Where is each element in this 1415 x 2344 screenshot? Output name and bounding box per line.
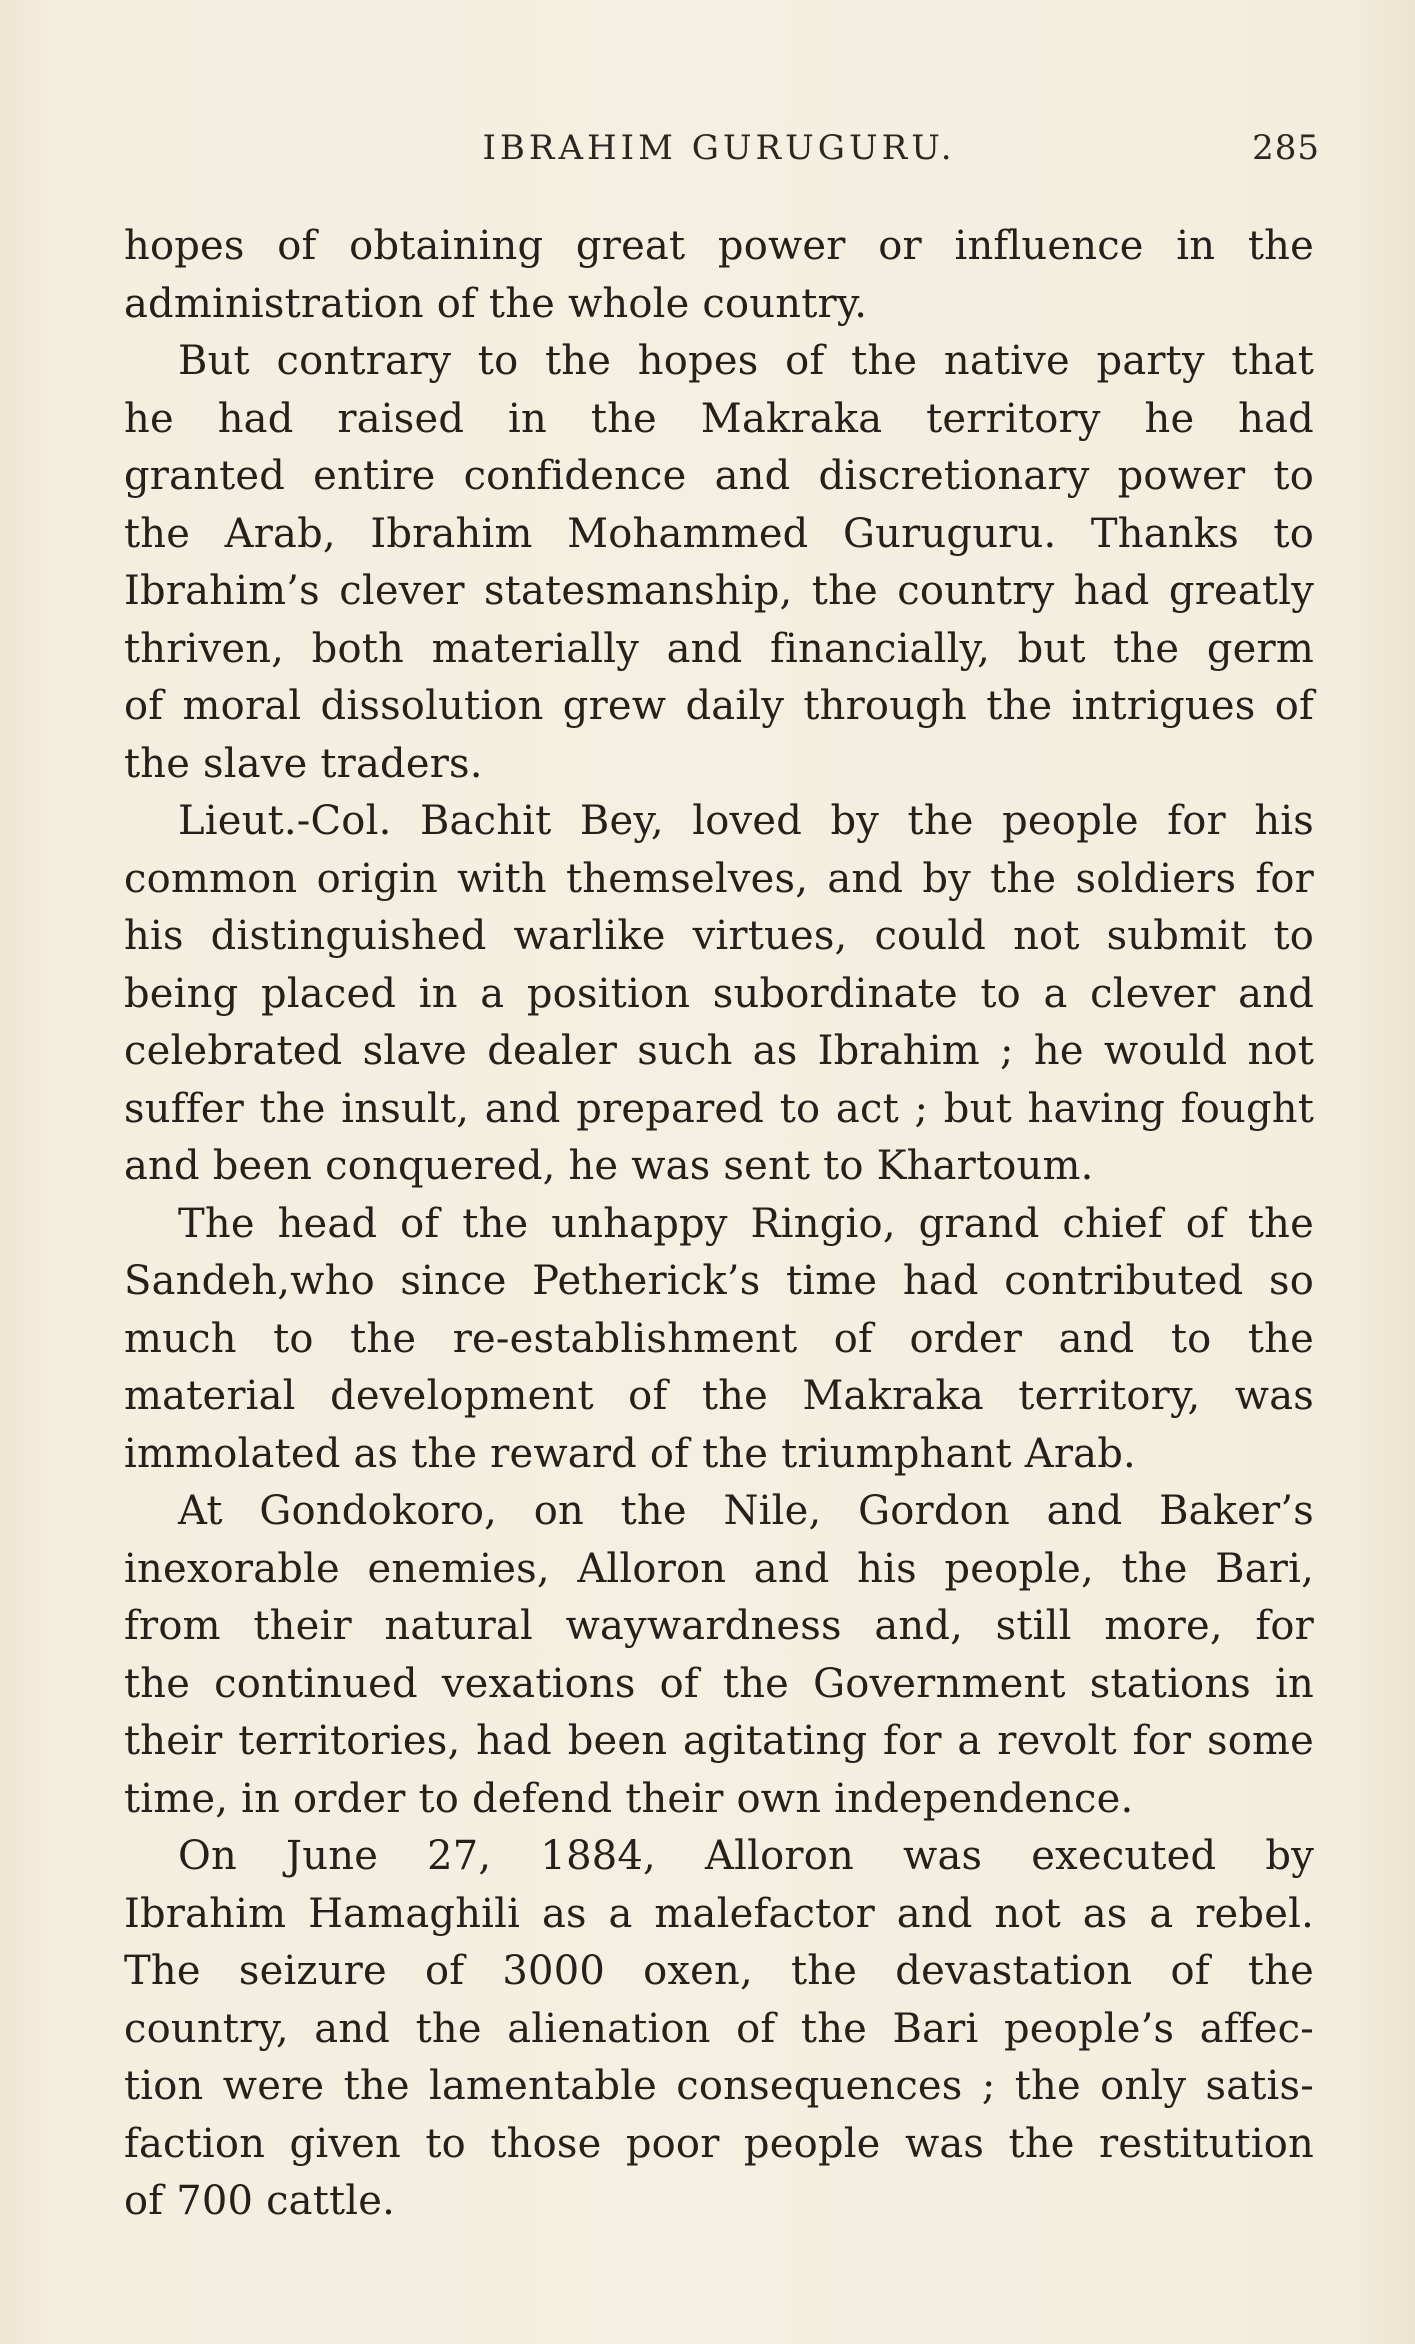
text-line: Ibrahim’s clever statesmanship, the country had greatly	[124, 568, 1314, 614]
text-line: administration of the whole country.	[124, 280, 868, 327]
text-line: Lieut.-Col. Bachit Bey, loved by the people for his	[178, 798, 1314, 844]
text-line: suffer the insult, and prepared to act ; but having fought	[124, 1085, 1314, 1132]
text-line: common origin with themselves, and by the soldiers for	[124, 855, 1314, 902]
text-line: their territories, had been agitating for a revolt for some	[124, 1718, 1314, 1764]
text-line: But contrary to the hopes of the native party that	[178, 338, 1314, 384]
text-line: Ibrahim Hamaghili as a malefactor and not as a rebel.	[124, 1890, 1314, 1937]
text-line: granted entire confidence and discretionary power to	[124, 453, 1314, 499]
text-line: country, and the alienation of the Bari people’s affec-	[124, 2005, 1314, 2052]
text-line: and been conquered, he was sent to Khartoum.	[124, 1143, 1094, 1189]
text-line: On June 27, 1884, Alloron was executed by	[178, 1833, 1314, 1879]
text-line: of moral dissolution grew daily through the intrigues of	[124, 683, 1314, 729]
text-line: from their natural waywardness and, still more, for	[124, 1603, 1314, 1649]
text-line: his distinguished warlike virtues, could not submit to	[124, 913, 1314, 959]
text-line: Sandeh,who since Petherick’s time had contributed so	[124, 1258, 1314, 1304]
text-line: thriven, both materially and financially, but the germ	[124, 625, 1314, 672]
text-line: much to the re-establishment of order and to the	[124, 1315, 1314, 1362]
text-line: The head of the unhappy Ringio, grand chief of the	[178, 1200, 1314, 1247]
text-line: time, in order to defend their own independence.	[124, 1775, 1134, 1822]
page-number: 285	[1252, 128, 1320, 168]
text-line: tion were the lamentable consequences ; the only satis-	[124, 2063, 1314, 2109]
text-line: material development of the Makraka territory, was	[124, 1373, 1314, 1419]
body-text	[124, 218, 1314, 2231]
text-line: immolated as the reward of the triumphant Arab.	[124, 1430, 1136, 1477]
text-line: he had raised in the Makraka territory he had	[124, 395, 1314, 442]
text-line: being placed in a position subordinate to a clever and	[124, 970, 1314, 1017]
text-line: At Gondokoro, on the Nile, Gordon and Baker’s	[178, 1488, 1314, 1534]
text-line: the slave traders.	[124, 740, 483, 787]
text-line: of 700 cattle.	[124, 2178, 396, 2224]
running-title: IBRAHIM GURUGURU.	[482, 128, 956, 168]
text-line: celebrated slave dealer such as Ibrahim ; he would not	[124, 1028, 1314, 1074]
text-line: faction given to those poor people was the restitution	[124, 2120, 1314, 2167]
text-line: hopes of obtaining great power or influence in the	[124, 223, 1314, 269]
text-line: the Arab, Ibrahim Mohammed Guruguru. Thanks to	[124, 510, 1314, 557]
text-line: The seizure of 3000 oxen, the devastation of the	[124, 1948, 1314, 1994]
text-line: inexorable enemies, Alloron and his people, the Bari,	[124, 1545, 1314, 1592]
running-head	[124, 128, 1320, 184]
text-line: the continued vexations of the Government stations in	[124, 1660, 1314, 1707]
